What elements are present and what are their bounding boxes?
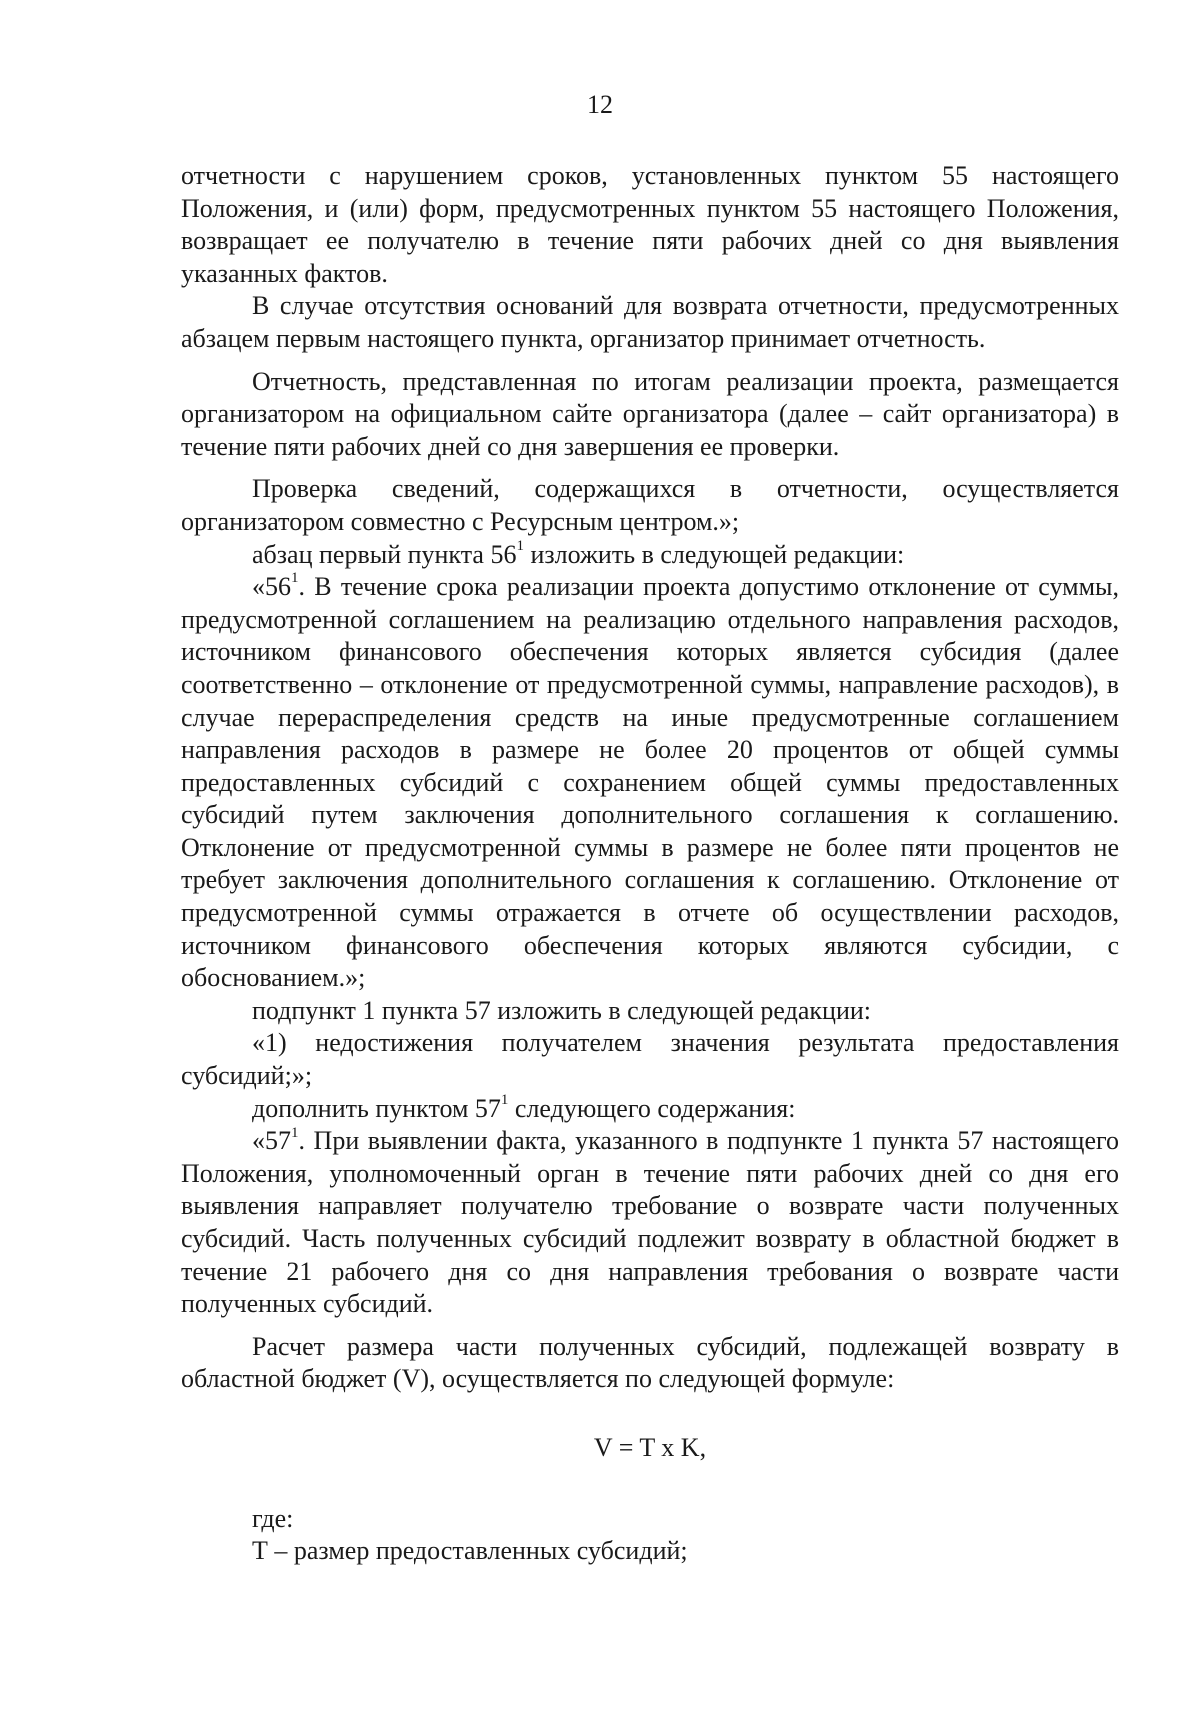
paragraph-56-1-text: «$56^1$. В течение срока реализации проекта допустимо отклонение от суммы, предусмотренной соглашением на реализацию отдельного направления расходов, источником финансового обеспечения которых является субсидия (далее соответственно – отклонение от предусмотренной суммы, направление расходов), в случае перераспределения средств на иные предусмотренные соглашением направления расходов в размере не более 20 процентов от общей суммы предоставленных субсидий с сохранением общей суммы предоставленных субсидий путем заключения дополнительного соглашения к соглашению. Отклонение от предусмотренной суммы в размере не более пяти процентов не требует заключения дополнительного соглашения к соглашению. Отклонение от предусмотренной суммы отражается в отчете об осуществлении расходов, источником финансового обеспечения которых являются субсидии, с обоснованием.»; [181,570,1119,993]
paragraph-report-publication: Отчетность, представленная по итогам реализации проекта, размещается организатором на официальном сайте организатора (далее – сайт организатора) в течение пяти рабочих дней со дня завершения ее проверки. [181,366,1119,461]
paragraph-amend-56-1: абзац первый пункта $56^1$ изложить в следующей редакции: [252,537,905,569]
paragraph-where: где: [252,1503,294,1533]
page-number: 12 [587,90,613,119]
paragraph-amend-57: подпункт 1 пункта 57 изложить в следующей редакции: [252,995,871,1025]
document-body [181,160,1119,1568]
paragraph-continuation: отчетности с нарушением сроков, установленных пунктом 55 настоящего Положения, и (или) форм, предусмотренных пунктом 55 настоящего Положения, возвращает ее получателю в течение пяти рабочих дней со дня выявления указанных фактов. [181,161,1119,288]
paragraph-calculation: Расчет размера части полученных субсидий, подлежащей возврату в областной бюджет (V), осуществляется по следующей формуле: [181,1331,1119,1394]
paragraph-verification: Проверка сведений, содержащихся в отчетности, осуществляется организатором совместно с Ресурсным центром.»; [181,474,1119,536]
paragraph-57-1-text: «$57^1$. При выявлении факта, указанного в подпункте 1 пункта 57 настоящего Положения, уполномоченный орган в течение пяти рабочих дней со дня его выявления направляет получателю требование о возврате части полученных субсидий. Часть полученных субсидий подлежит возврату в областной бюджет в течение 21 рабочего дня со дня направления требования о возврате части полученных субсидий. [181,1124,1119,1319]
paragraph-57-1-subitem: «1) недостижения получателем значения результата предоставления субсидий;»; [181,1028,1119,1091]
paragraph-no-grounds: В случае отсутствия оснований для возврата отчетности, предусмотренных абзацем первым настоящего пункта, организатор принимает отчетность. [181,291,1119,353]
paragraph-t-definition: Т – размер предоставленных субсидий; [252,1536,688,1566]
formula: V = T x K, [593,1432,707,1462]
paragraph-add-57-1: дополнить пунктом $57^1$ следующего содержания: [252,1091,796,1123]
